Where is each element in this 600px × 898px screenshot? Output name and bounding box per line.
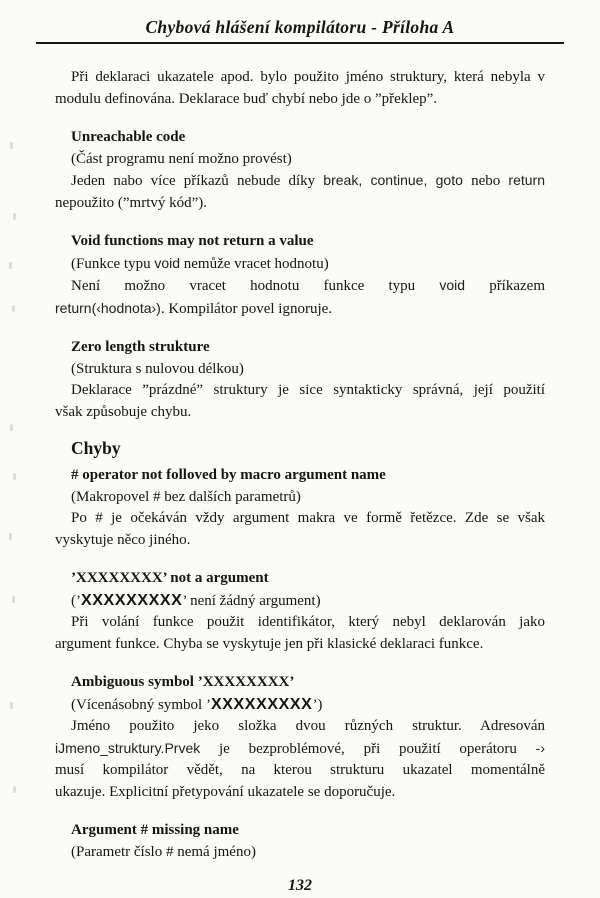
section-heading: Zero length strukture — [71, 339, 210, 355]
section-translation: (Vícenásobný symbol ’XXXXXXXXX’) — [71, 695, 323, 713]
section-translation: (Struktura s nulovou délkou) — [71, 360, 244, 377]
section-heading: Unreachable code — [71, 129, 186, 145]
section-translation: (Část programu není možno provést) — [71, 150, 292, 167]
paragraph-line: Po # je očekáván vždy argument makra ve formě řetězce. Zde se však — [71, 510, 545, 526]
paragraph-line: Jméno použito jeko složka dvou různých struktur. Adresován — [71, 718, 545, 734]
section-translation: (Parametr číslo # nemá jméno) — [71, 843, 256, 860]
section-heading: # operator not folloved by macro argument name — [71, 467, 386, 483]
section-ambiguous-symbol — [55, 672, 545, 803]
chapter-heading: Chyby — [71, 438, 121, 458]
section-translation: (Makropovel # bez dalších parametrů) — [71, 488, 301, 505]
section-hash-operator — [55, 465, 545, 551]
page-number: 132 — [288, 877, 312, 894]
paragraph-line: iJmeno_struktury.Prvek je bezproblémové, při použití operátoru -› — [55, 739, 545, 757]
paragraph-line: musí kompilátor vědět, na kterou strukturu ukazatel momentálně — [55, 762, 545, 778]
paragraph-line: modulu definována. Deklarace buď chybí nebo jde o ”překlep”. — [55, 90, 438, 107]
section-chyby — [55, 436, 545, 460]
paragraph-line: vyskytuje něco jiného. — [55, 531, 191, 548]
scan-artifact — [13, 213, 16, 220]
scan-artifact — [10, 424, 13, 431]
paragraph-line: Není možno vracet hodnotu funkce typu void příkazem — [71, 277, 545, 294]
scan-artifact — [12, 305, 15, 312]
section-void-functions — [55, 231, 545, 320]
scan-artifact — [13, 473, 16, 480]
section-translation: (’XXXXXXXXX’ není žádný argument) — [71, 591, 321, 609]
section-zero-length — [55, 337, 545, 423]
section-heading: ’XXXXXXXX’ not a argument — [71, 570, 269, 586]
paragraph-line: nepoužito (”mrtvý kód”). — [55, 194, 208, 211]
intro-paragraph — [55, 67, 545, 110]
scan-artifact — [10, 142, 13, 149]
scan-artifact — [10, 702, 13, 709]
scan-artifact — [9, 262, 12, 269]
header-rule — [36, 42, 564, 44]
scan-artifact — [13, 786, 16, 793]
scan-artifact — [12, 596, 15, 603]
paragraph-line: argument funkce. Chyba se vyskytuje jen při klasické deklaraci funkce. — [55, 635, 484, 652]
section-heading: Argument # missing name — [71, 822, 239, 838]
scan-artifact — [9, 533, 12, 540]
section-not-a-argument — [55, 568, 545, 655]
paragraph-line: ukazuje. Explicitní přetypování ukazatele se doporučuje. — [55, 783, 396, 800]
page-footer — [0, 877, 600, 895]
paragraph-line: return(‹hodnota›). Kompilátor povel ignoruje. — [55, 299, 333, 317]
section-heading: Void functions may not return a value — [71, 233, 314, 249]
section-translation: (Funkce typu void nemůže vracet hodnotu) — [71, 254, 329, 272]
paragraph-line: však způsobuje chybu. — [55, 403, 192, 420]
paragraph-line: Při volání funkce použit identifikátor, který nebyl deklarován jako — [71, 614, 545, 630]
paragraph-line: Při deklaraci ukazatele apod. bylo použito jméno struktury, která nebyla v — [71, 69, 545, 85]
section-argument-missing-name — [55, 820, 545, 863]
paragraph-line: Jeden nabo více příkazů nebude díky break, continue, goto nebo return — [71, 172, 545, 189]
paragraph-line: Deklarace ”prázdné” struktury je sice syntakticky správná, její použití — [71, 382, 545, 398]
page-header-title: Chybová hlášení kompilátoru - Příloha A — [145, 17, 455, 37]
page-content — [0, 67, 600, 863]
section-unreachable-code — [55, 127, 545, 214]
section-heading: Ambiguous symbol ’XXXXXXXX’ — [71, 674, 295, 690]
